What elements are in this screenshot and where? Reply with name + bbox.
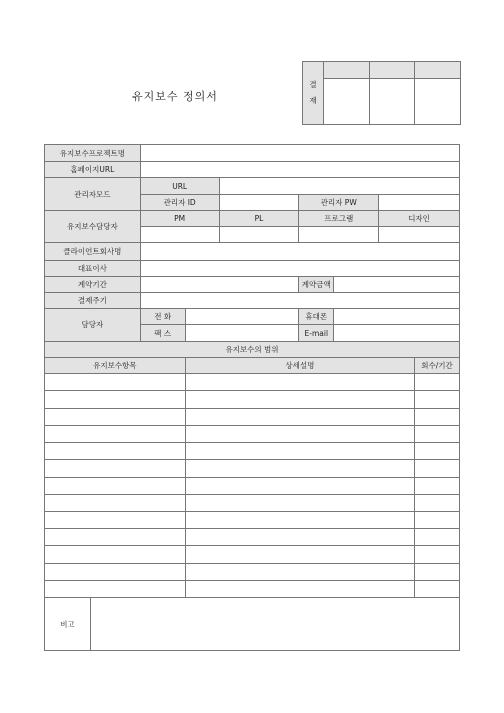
approval-sign-2[interactable] bbox=[369, 79, 415, 125]
scope-cell-item[interactable] bbox=[45, 477, 186, 494]
value-url[interactable] bbox=[219, 178, 459, 194]
scope-cell-item[interactable] bbox=[45, 460, 186, 477]
scope-cell-count[interactable] bbox=[415, 546, 460, 563]
value-client-company[interactable] bbox=[140, 243, 459, 260]
label-client-company: 클라이언트회사명 bbox=[45, 243, 141, 260]
label-remarks: 비고 bbox=[45, 598, 91, 651]
value-payment-cycle[interactable] bbox=[140, 293, 459, 309]
scope-cell-count[interactable] bbox=[415, 529, 460, 546]
label-programmer: 프로그램 bbox=[299, 210, 379, 226]
scope-cell-count[interactable] bbox=[415, 511, 460, 528]
scope-cell-item[interactable] bbox=[45, 580, 186, 597]
approval-box bbox=[302, 61, 461, 125]
label-maint-manager: 유지보수담당자 bbox=[45, 210, 141, 242]
approval-label-bottom: 재 bbox=[309, 96, 317, 105]
approval-header-3 bbox=[415, 62, 461, 79]
scope-row bbox=[45, 408, 460, 425]
scope-row bbox=[45, 477, 460, 494]
scope-cell-detail[interactable] bbox=[185, 494, 414, 511]
label-project-name: 유지보수프로젝트명 bbox=[45, 145, 141, 162]
value-email[interactable] bbox=[334, 325, 460, 341]
scope-cell-detail[interactable] bbox=[185, 546, 414, 563]
value-admin-id[interactable] bbox=[219, 194, 299, 210]
maintenance-form-table bbox=[44, 144, 460, 651]
scope-cell-detail[interactable] bbox=[185, 408, 414, 425]
value-phone[interactable] bbox=[185, 309, 299, 325]
scope-row bbox=[45, 563, 460, 580]
label-admin-id: 관리자 ID bbox=[140, 194, 219, 210]
value-project-name[interactable] bbox=[140, 145, 459, 162]
scope-cell-item[interactable] bbox=[45, 425, 186, 442]
value-designer[interactable] bbox=[379, 227, 460, 243]
scope-row bbox=[45, 580, 460, 597]
label-ceo: 대표이사 bbox=[45, 260, 141, 276]
scope-cell-count[interactable] bbox=[415, 460, 460, 477]
scope-row bbox=[45, 546, 460, 563]
label-email: E-mail bbox=[299, 325, 334, 341]
approval-sign-1[interactable] bbox=[324, 79, 370, 125]
scope-cell-item[interactable] bbox=[45, 443, 186, 460]
label-pm: PM bbox=[140, 210, 219, 226]
scope-header-count: 회수/기간 bbox=[415, 357, 460, 373]
scope-row bbox=[45, 460, 460, 477]
scope-cell-detail[interactable] bbox=[185, 425, 414, 442]
scope-cell-count[interactable] bbox=[415, 477, 460, 494]
value-mobile[interactable] bbox=[334, 309, 460, 325]
label-homepage-url: 홈페이지URL bbox=[45, 162, 141, 178]
label-pl: PL bbox=[219, 210, 299, 226]
scope-cell-detail[interactable] bbox=[185, 580, 414, 597]
value-contract-period[interactable] bbox=[140, 276, 299, 292]
label-mobile: 휴대폰 bbox=[299, 309, 334, 325]
scope-cell-detail[interactable] bbox=[185, 511, 414, 528]
scope-row bbox=[45, 443, 460, 460]
label-contact-person: 담당자 bbox=[45, 309, 141, 341]
scope-cell-item[interactable] bbox=[45, 408, 186, 425]
scope-cell-item[interactable] bbox=[45, 391, 186, 408]
scope-cell-item[interactable] bbox=[45, 546, 186, 563]
scope-cell-detail[interactable] bbox=[185, 443, 414, 460]
value-fax[interactable] bbox=[185, 325, 299, 341]
scope-cell-detail[interactable] bbox=[185, 460, 414, 477]
scope-header-item: 유지보수항목 bbox=[45, 357, 186, 373]
scope-cell-detail[interactable] bbox=[185, 529, 414, 546]
value-pm[interactable] bbox=[140, 227, 219, 243]
approval-header-2 bbox=[369, 62, 415, 79]
value-programmer[interactable] bbox=[299, 227, 379, 243]
scope-cell-count[interactable] bbox=[415, 425, 460, 442]
value-homepage-url[interactable] bbox=[140, 162, 459, 178]
label-fax: 팩 스 bbox=[140, 325, 185, 341]
scope-cell-item[interactable] bbox=[45, 563, 186, 580]
scope-section-title: 유지보수의 범위 bbox=[45, 341, 460, 357]
scope-cell-detail[interactable] bbox=[185, 374, 414, 391]
scope-cell-count[interactable] bbox=[415, 494, 460, 511]
label-url: URL bbox=[140, 178, 219, 194]
label-admin-mode: 관리자모드 bbox=[45, 178, 141, 210]
scope-cell-item[interactable] bbox=[45, 529, 186, 546]
value-contract-amount[interactable] bbox=[334, 276, 460, 292]
scope-cell-item[interactable] bbox=[45, 494, 186, 511]
approval-label-top: 결 bbox=[309, 80, 317, 89]
scope-cell-item[interactable] bbox=[45, 374, 186, 391]
label-contract-period: 계약기간 bbox=[45, 276, 141, 292]
scope-row bbox=[45, 425, 460, 442]
approval-label bbox=[303, 62, 324, 125]
scope-cell-detail[interactable] bbox=[185, 563, 414, 580]
scope-row bbox=[45, 494, 460, 511]
scope-cell-count[interactable] bbox=[415, 563, 460, 580]
scope-cell-count[interactable] bbox=[415, 391, 460, 408]
scope-row bbox=[45, 511, 460, 528]
scope-cell-count[interactable] bbox=[415, 408, 460, 425]
scope-cell-item[interactable] bbox=[45, 511, 186, 528]
label-phone: 전 화 bbox=[140, 309, 185, 325]
scope-cell-count[interactable] bbox=[415, 374, 460, 391]
value-remarks[interactable] bbox=[90, 598, 459, 651]
value-admin-pw[interactable] bbox=[379, 194, 460, 210]
scope-row bbox=[45, 391, 460, 408]
scope-cell-detail[interactable] bbox=[185, 391, 414, 408]
label-admin-pw: 관리자 PW bbox=[299, 194, 379, 210]
scope-row bbox=[45, 529, 460, 546]
approval-sign-3[interactable] bbox=[415, 79, 461, 125]
value-pl[interactable] bbox=[219, 227, 299, 243]
document-title: 유지보수 정의서 bbox=[132, 90, 218, 103]
scope-header-detail: 상세설명 bbox=[185, 357, 414, 373]
label-contract-amount: 계약금액 bbox=[299, 276, 334, 292]
label-payment-cycle: 결제주기 bbox=[45, 293, 141, 309]
scope-cell-detail[interactable] bbox=[185, 477, 414, 494]
scope-row bbox=[45, 374, 460, 391]
value-ceo[interactable] bbox=[140, 260, 459, 276]
label-designer: 디자인 bbox=[379, 210, 460, 226]
approval-header-1 bbox=[324, 62, 370, 79]
scope-cell-count[interactable] bbox=[415, 580, 460, 597]
scope-cell-count[interactable] bbox=[415, 443, 460, 460]
